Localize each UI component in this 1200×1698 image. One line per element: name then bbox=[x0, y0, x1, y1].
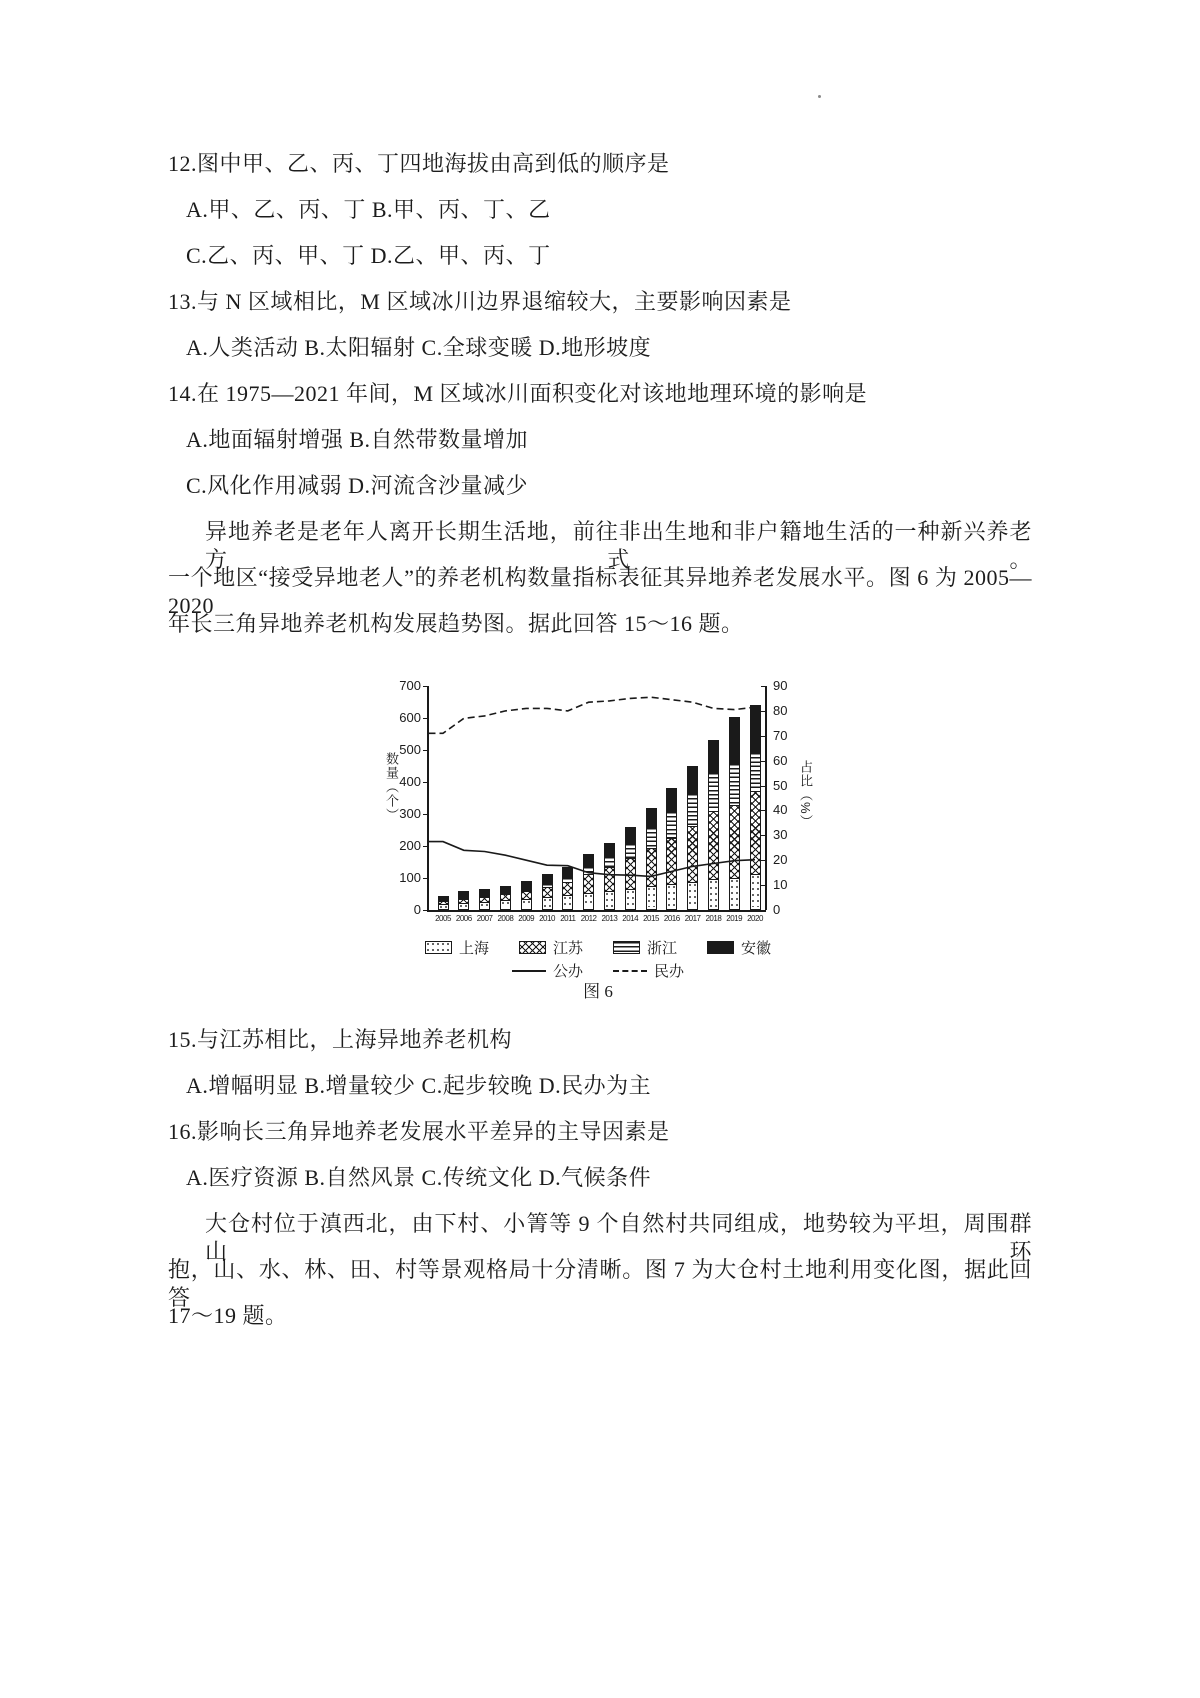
shanghai-pattern-swatch bbox=[425, 941, 452, 954]
x-tick-label: 2019 bbox=[726, 914, 743, 923]
figure-6-chart bbox=[368, 660, 828, 1005]
legend-label: 公办 bbox=[552, 964, 583, 980]
right-tick-label: 60 bbox=[773, 752, 788, 768]
x-tick-label: 2005 bbox=[435, 914, 451, 923]
right-tick-label: 20 bbox=[773, 852, 788, 868]
right-tick-label: 50 bbox=[773, 777, 788, 793]
right-tick-label: 70 bbox=[773, 727, 788, 743]
x-tick-label: 2012 bbox=[580, 914, 597, 923]
passage-dacang-line-2: 抱，山、水、林、田、村等景观格局十分清晰。图 7 为大仓村土地利用变化图，据此回答 bbox=[168, 1257, 1032, 1310]
question-12-stem: 12.图中甲、乙、丙、丁四地海拔由高到低的顺序是 bbox=[168, 151, 670, 176]
x-tick-label: 2007 bbox=[476, 914, 493, 923]
right-tick-label: 0 bbox=[773, 902, 781, 917]
line-民办 bbox=[429, 697, 756, 733]
right-tick-label: 40 bbox=[773, 802, 788, 818]
right-tick-label: 30 bbox=[773, 827, 788, 843]
dashed-line-swatch bbox=[613, 970, 647, 972]
left-tick-label: 600 bbox=[399, 710, 421, 725]
bottom-axis-line bbox=[427, 910, 766, 912]
jiangsu-pattern-swatch bbox=[519, 941, 546, 954]
question-15-stem: 15.与江苏相比，上海异地养老机构 bbox=[168, 1027, 513, 1052]
passage-eldercare-line-1: 异地养老是老年人离开长期生活地，前往非出生地和非户籍地生活的一种新兴养老方式。 bbox=[205, 519, 1032, 572]
passage-dacang-line-1: 大仓村位于滇西北，由下村、小箐等 9 个自然村共同组成，地势较为平坦，周围群山环 bbox=[205, 1211, 1032, 1264]
left-tick-label: 700 bbox=[399, 678, 421, 693]
left-tick-label: 200 bbox=[399, 838, 421, 853]
right-tick-label: 80 bbox=[773, 702, 788, 718]
figure-caption: 图 6 bbox=[583, 982, 613, 1001]
question-13-options: A.人类活动 B.太阳辐射 C.全球变暖 D.地形坡度 bbox=[186, 335, 652, 360]
passage-dacang-line-3: 17～19 题。 bbox=[168, 1303, 288, 1328]
zhejiang-pattern-swatch bbox=[613, 941, 640, 954]
right-axis-line bbox=[765, 686, 767, 910]
question-12-options-cd: C.乙、丙、甲、丁 D.乙、甲、丙、丁 bbox=[186, 243, 551, 268]
question-15-options: A.增幅明显 B.增量较少 C.起步较晚 D.民办为主 bbox=[186, 1073, 652, 1098]
passage-eldercare-line-2: 一个地区“接受异地老人”的养老机构数量指标表征其异地养老发展水平。图 6 为 2005—2020 bbox=[168, 565, 1032, 618]
question-13-stem: 13.与 N 区域相比，M 区域冰川边界退缩较大，主要影响因素是 bbox=[168, 289, 792, 314]
x-tick-label: 2006 bbox=[455, 914, 472, 923]
legend-label: 民办 bbox=[654, 964, 685, 980]
question-14-options-ab: A.地面辐射增强 B.自然带数量增加 bbox=[186, 427, 529, 452]
x-tick-label: 2015 bbox=[643, 914, 659, 923]
left-tick-label: 500 bbox=[399, 742, 421, 757]
question-16-options: A.医疗资源 B.自然风景 C.传统文化 D.气候条件 bbox=[186, 1165, 652, 1190]
anhui-pattern-swatch bbox=[707, 941, 734, 954]
legend-item-jiangsu bbox=[519, 937, 583, 958]
x-tick-label: 2014 bbox=[622, 914, 639, 923]
legend-item-shanghai bbox=[425, 937, 489, 958]
question-12-options-ab: A.甲、乙、丙、丁 B.甲、丙、丁、乙 bbox=[186, 197, 551, 222]
left-tick-label: 0 bbox=[413, 902, 421, 917]
line-公办 bbox=[429, 842, 756, 877]
legend-item-anhui bbox=[707, 937, 771, 958]
chart-plot-area bbox=[428, 686, 765, 910]
legend-label: 上海 bbox=[458, 941, 489, 957]
solid-line-swatch bbox=[512, 970, 546, 972]
x-tick-label: 2016 bbox=[663, 914, 680, 923]
x-tick-label: 2010 bbox=[539, 914, 555, 923]
left-tick-label: 300 bbox=[399, 806, 421, 821]
left-tick-label: 100 bbox=[399, 870, 421, 885]
left-axis-line bbox=[427, 686, 429, 910]
right-tick-label: 90 bbox=[773, 678, 788, 693]
legend-label: 浙江 bbox=[647, 941, 678, 957]
left-tick-label: 400 bbox=[399, 774, 421, 789]
legend-row-bars bbox=[368, 937, 828, 958]
legend-item-zhejiang bbox=[613, 937, 677, 958]
right-axis-title: 占比（%） bbox=[798, 760, 813, 829]
line-series-layer bbox=[428, 686, 765, 910]
x-tick-label: 2020 bbox=[747, 914, 763, 923]
question-14-options-cd: C.风化作用减弱 D.河流含沙量减少 bbox=[186, 473, 529, 498]
scan-stray-mark bbox=[818, 95, 821, 98]
passage-eldercare-line-3: 年长三角异地养老机构发展趋势图。据此回答 15～16 题。 bbox=[168, 611, 744, 636]
x-tick-label: 2013 bbox=[601, 914, 618, 923]
legend-label: 安徽 bbox=[741, 941, 772, 957]
left-axis-title: 数量（个） bbox=[384, 752, 399, 822]
x-tick-label: 2009 bbox=[518, 914, 535, 923]
x-tick-label: 2011 bbox=[560, 914, 576, 923]
legend-label: 江苏 bbox=[552, 941, 583, 957]
x-tick-label: 2017 bbox=[684, 914, 701, 923]
right-tick-label: 10 bbox=[773, 877, 788, 893]
question-14-stem: 14.在 1975—2021 年间，M 区域冰川面积变化对该地地理环境的影响是 bbox=[168, 381, 868, 406]
x-tick-label: 2008 bbox=[497, 914, 514, 923]
x-tick-label: 2018 bbox=[705, 914, 722, 923]
question-16-stem: 16.影响长三角异地养老发展水平差异的主导因素是 bbox=[168, 1119, 670, 1144]
